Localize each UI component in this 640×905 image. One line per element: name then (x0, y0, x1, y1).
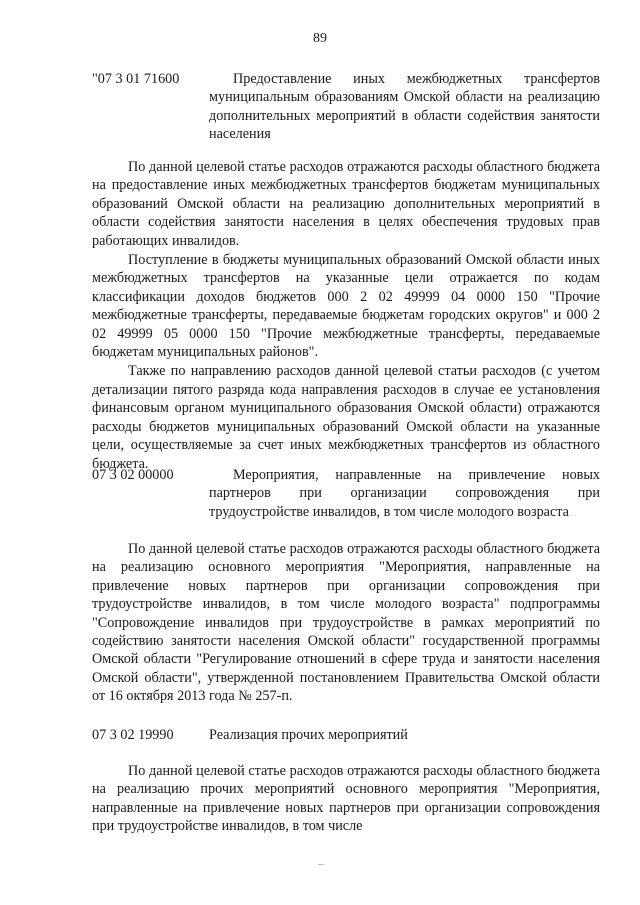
paragraph (92, 158, 600, 473)
section-title: Реализация прочих мероприятий (209, 727, 408, 743)
paragraph-text: По данной целевой статье расходов отражаются расходы областного бюджета на реализацию основного мероприятия "Мероприятия, направленные на привлечение новых партнеров при организации сопровождения при трудоустройстве инвалидов, в том числе молодого возраста" подпрограммы "Сопровождение инвалидов при трудоустройстве в рамках мероприятий по содействию занятости населения Омской области" государственной программы Омской области "Регулирование отношений в сфере труда и занятости населения Омской области", утвержденной постановлением Правительства Омской области от 16 октября 2013 года № 257-п. (92, 541, 600, 705)
section-title: Предоставление иных межбюджетных трансфертов муниципальным образованиям Омской области на реализацию дополнительных мероприятий в области содействия занятости населения (209, 71, 600, 143)
paragraph (92, 762, 600, 836)
section-code: 07 3 02 19990 (92, 727, 174, 743)
scan-mark (318, 864, 324, 865)
paragraph-text: По данной целевой статье расходов отражаются расходы областного бюджета на реализацию прочих мероприятий основного мероприятия "Мероприятия, направленные на привлечение новых партнеров при организации сопровождения при трудоустройстве инвалидов, в том числе (92, 763, 600, 835)
section-code: "07 3 01 71600 (92, 71, 180, 87)
section-entry (92, 726, 600, 744)
paragraph (92, 540, 600, 706)
section-code: 07 3 02 00000 (92, 467, 174, 483)
paragraph-text: Также по направлению расходов данной целевой статьи расходов (с учетом детализации пятого разряда кода направления расходов в случае ее установления финансовым органом муниципального образования Омской области) отражаются расходы бюджетов муниципальных образований Омской области на указанные цели, осуществляемые за счет иных межбюджетных трансфертов из областного бюджета. (92, 363, 600, 472)
section-entry (92, 70, 600, 144)
section-entry (92, 466, 600, 521)
paragraph-text: По данной целевой статье расходов отражаются расходы областного бюджета на предоставление иных межбюджетных трансфертов бюджетам муниципальных образований Омской области на реализацию дополнительных мероприятий в области содействия занятости населения в целях обеспечения трудовых прав работающих инвалидов. (92, 159, 600, 249)
section-title: Мероприятия, направленные на привлечение новых партнеров при организации сопровождения при трудоустройстве инвалидов, в том числе молодого возраста (209, 467, 600, 520)
page-number: 89 (313, 31, 327, 46)
paragraph-text: Поступление в бюджеты муниципальных образований Омской области иных межбюджетных трансфертов на указанные цели отражается по кодам классификации доходов бюджетов 000 2 02 49999 04 0000 150 "Прочие межбюджетные трансферты, передаваемые бюджетам городских округов" и 000 2 02 49999 05 0000 150 "Прочие межбюджетные трансферты, передаваемые бюджетам муниципальных районов". (92, 252, 600, 361)
